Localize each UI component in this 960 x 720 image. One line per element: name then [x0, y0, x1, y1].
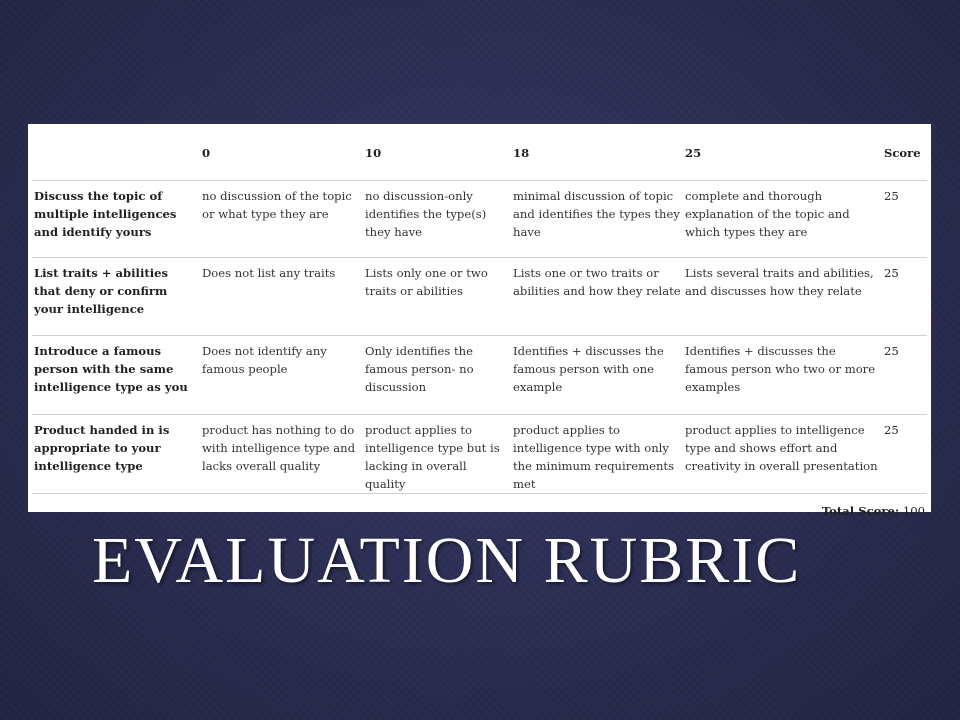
- slide-title: EVALUATION RUBRIC: [92, 524, 802, 597]
- table-row: [32, 336, 927, 415]
- table-row: [32, 415, 927, 494]
- score-cell: 25: [882, 415, 927, 494]
- header-score: Score: [884, 146, 921, 160]
- level-25-cell: complete and thorough explanation of the topic and which types they are: [683, 181, 882, 258]
- header-18: 18: [513, 146, 530, 160]
- score-cell: 25: [882, 181, 927, 258]
- criterion-cell: Discuss the topic of multiple intelligences and identify yours: [32, 181, 200, 258]
- total-score-value: 100: [902, 504, 925, 518]
- level-25-cell: Lists several traits and abilities, and discusses how they relate: [683, 258, 882, 336]
- criterion-cell: List traits + abilities that deny or confirm your intelligence: [32, 258, 200, 336]
- level-0-cell: no discussion of the topic or what type they are: [200, 181, 363, 258]
- rubric-table: [32, 140, 927, 493]
- level-18-cell: product applies to intelligence type with only the minimum requirements met: [511, 415, 683, 494]
- total-score-row: [32, 493, 927, 518]
- level-25-cell: product applies to intelligence type and shows effort and creativity in overall presentation: [683, 415, 882, 494]
- criterion-cell: Introduce a famous person with the same intelligence type as you: [32, 336, 200, 415]
- rubric-table-card: [28, 124, 931, 518]
- header-25: 25: [685, 146, 702, 160]
- level-18-cell: minimal discussion of topic and identifies the types they have: [511, 181, 683, 258]
- level-10-cell: no discussion-only identifies the type(s) they have: [363, 181, 511, 258]
- score-cell: 25: [882, 336, 927, 415]
- score-cell: 25: [882, 258, 927, 336]
- level-10-cell: Lists only one or two traits or abilities: [363, 258, 511, 336]
- level-25-cell: Identifies + discusses the famous person who two or more examples: [683, 336, 882, 415]
- level-18-cell: Identifies + discusses the famous person with one example: [511, 336, 683, 415]
- criterion-cell: Product handed in is appropriate to your intelligence type: [32, 415, 200, 494]
- rubric-header-row: [32, 140, 927, 181]
- level-18-cell: Lists one or two traits or abilities and how they relate: [511, 258, 683, 336]
- level-0-cell: Does not list any traits: [200, 258, 363, 336]
- header-0: 0: [202, 146, 211, 160]
- level-0-cell: Does not identify any famous people: [200, 336, 363, 415]
- level-10-cell: product applies to intelligence type but is lacking in overall quality: [363, 415, 511, 494]
- table-row: [32, 258, 927, 336]
- total-score-label: Total Score:: [821, 504, 900, 518]
- level-0-cell: product has nothing to do with intelligence type and lacks overall quality: [200, 415, 363, 494]
- header-criterion: [32, 140, 200, 181]
- level-10-cell: Only identifies the famous person- no discussion: [363, 336, 511, 415]
- header-10: 10: [365, 146, 382, 160]
- table-row: [32, 181, 927, 258]
